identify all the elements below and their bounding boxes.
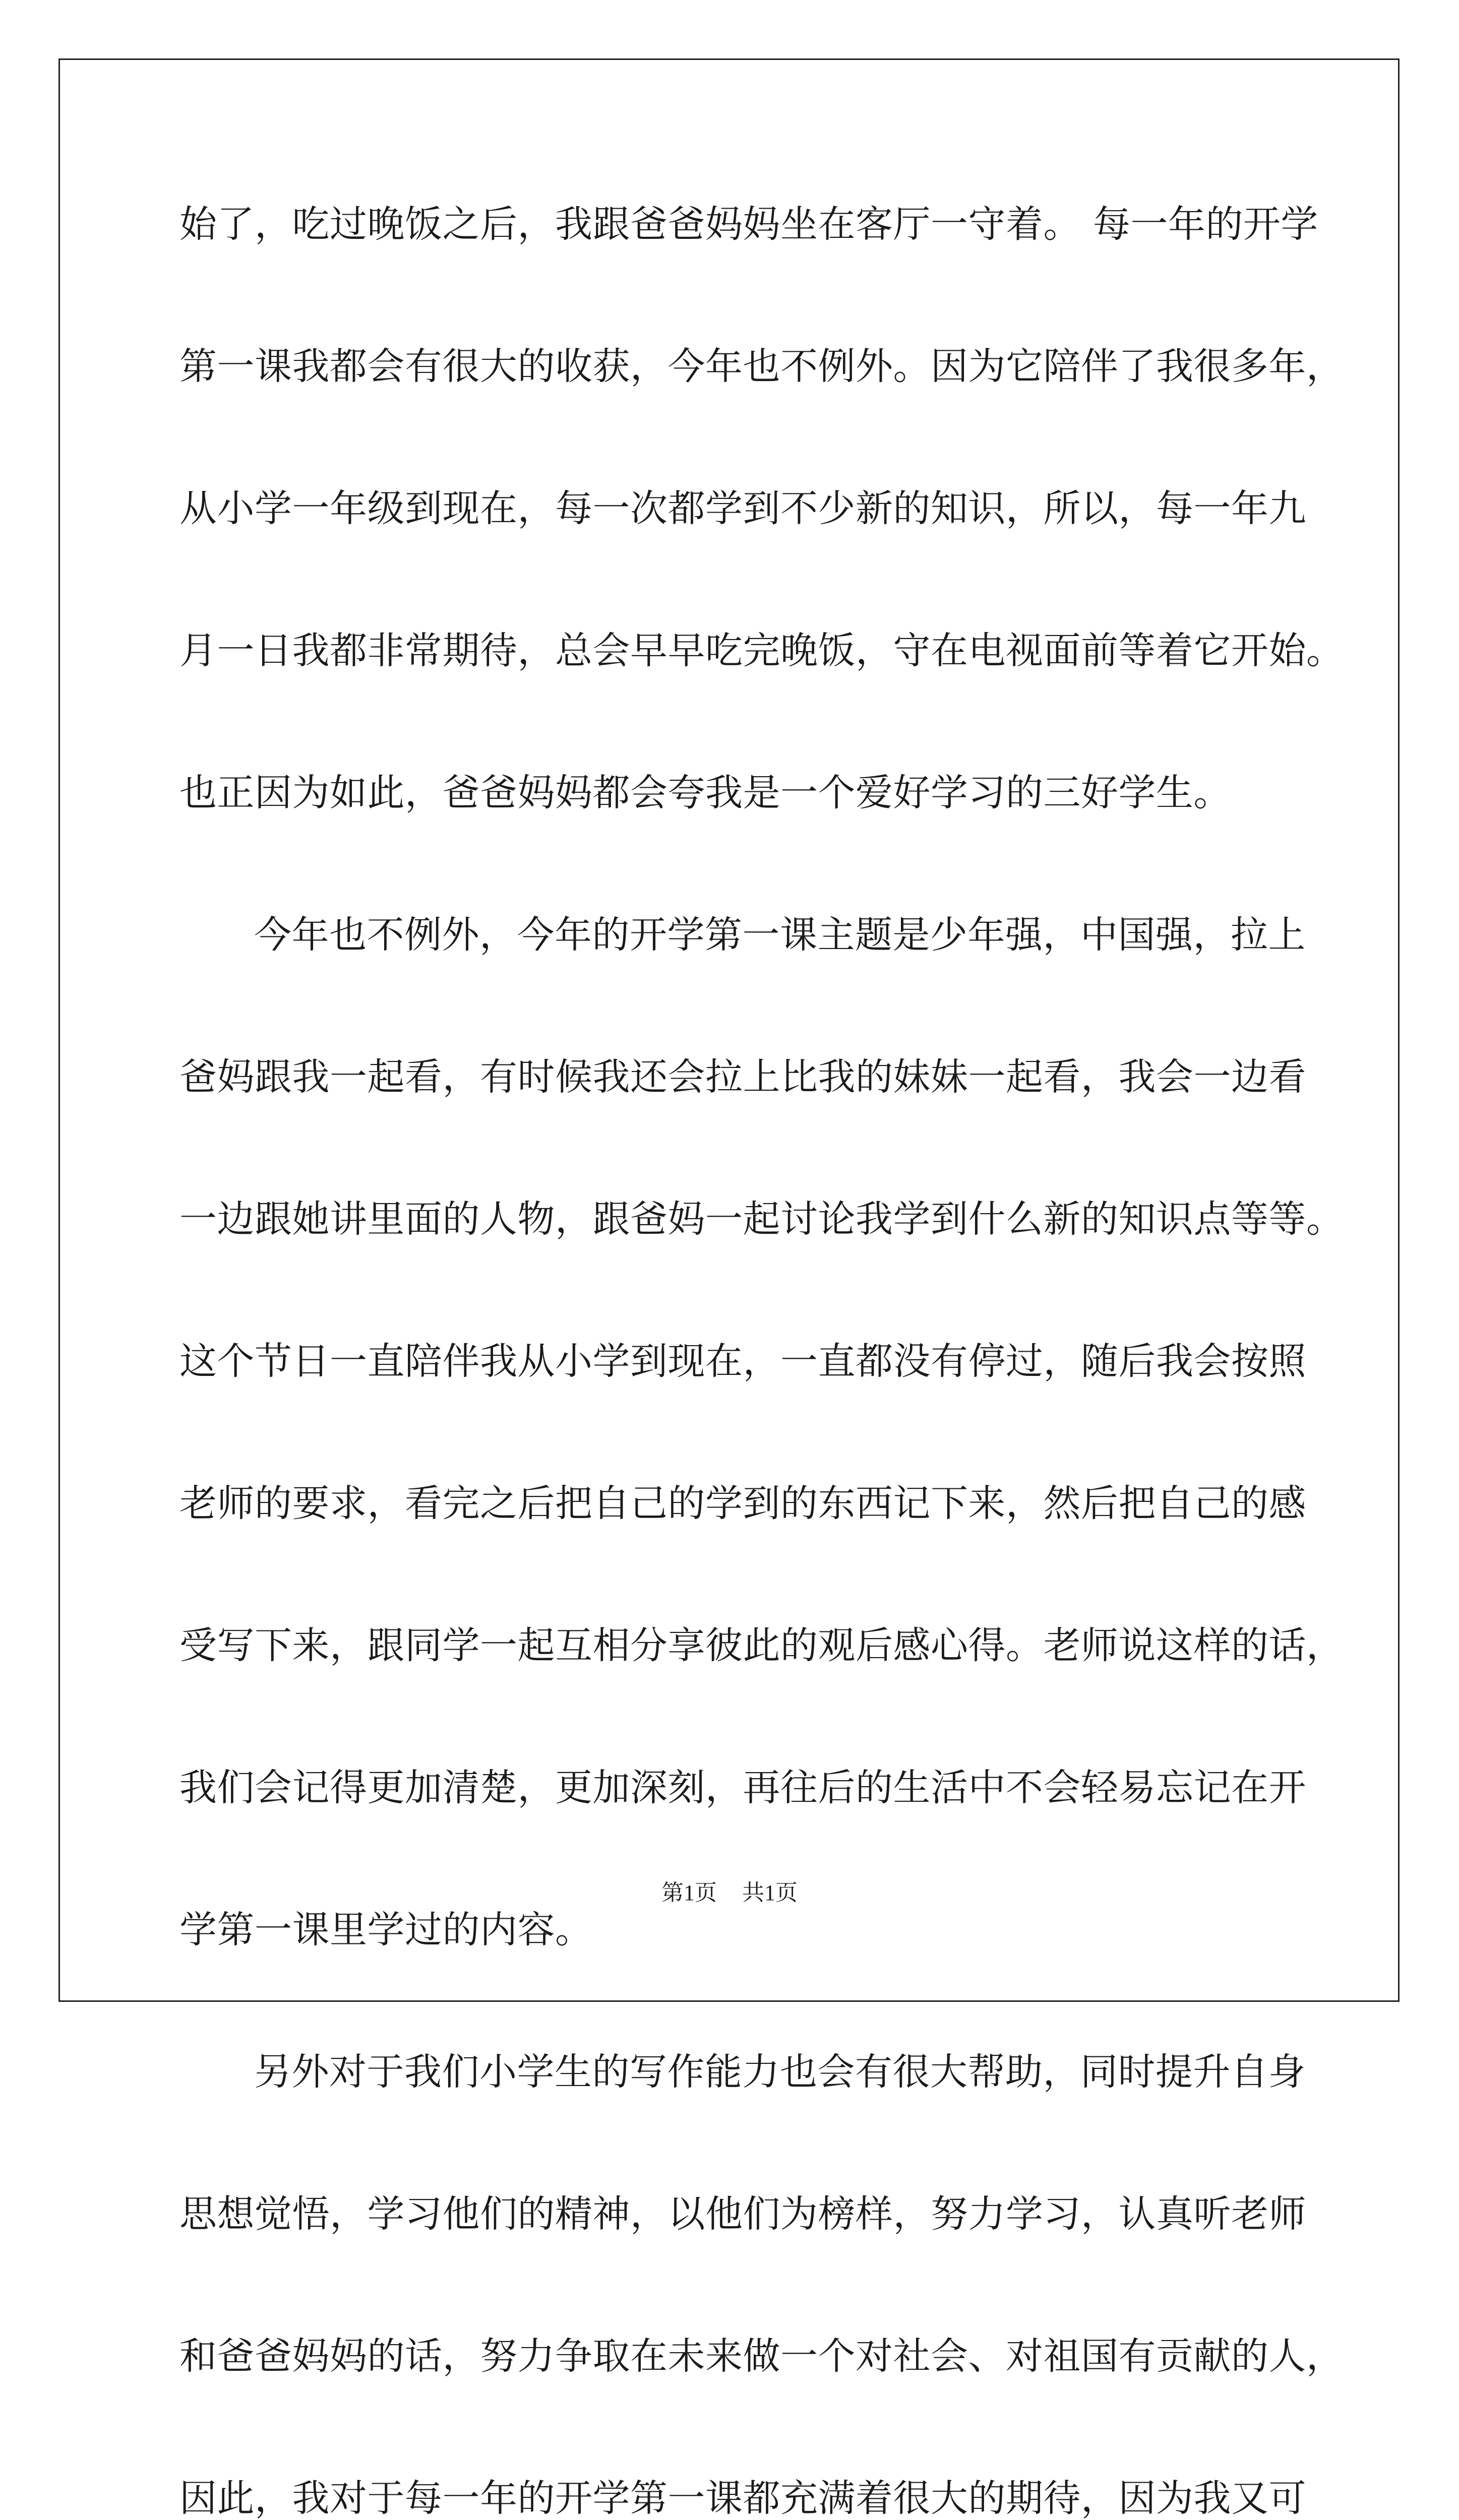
text-line: 老师的要求，看完之后把自己的学到的东西记下来，然后把自己的感 <box>179 1482 1306 1525</box>
paragraph-start-line: 另外对于我们小学生的写作能力也会有很大帮助，同时提升自身 <box>254 2050 1306 2094</box>
page-total: 共1页 <box>742 1880 798 1905</box>
paragraph-start-line: 今年也不例外，今年的开学第一课主题是少年强，中国强，拉上 <box>254 913 1306 957</box>
text-line: 一边跟她讲里面的人物，跟爸妈一起讨论我学到什么新的知识点等等。 <box>179 1198 1344 1241</box>
text-line: 因此，我对于每一年的开学第一课都充满着很大的期待，因为我又可 <box>179 2477 1306 2520</box>
text-line: 我们会记得更加清楚，更加深刻，再往后的生活中不会轻易忘记在开 <box>179 1766 1306 1809</box>
text-line: 月一日我都非常期待，总会早早吃完晚饭，守在电视面前等着它开始。 <box>179 629 1344 672</box>
text-line: 爸妈跟我一起看，有时候我还会拉上比我的妹妹一起看，我会一边看 <box>179 1055 1306 1099</box>
text-line: 也正因为如此，爸爸妈妈都会夸我是一个爱好学习的三好学生。 <box>179 771 1231 814</box>
text-line: 和爸爸妈妈的话，努力争取在未来做一个对社会、对祖国有贡献的人， <box>179 2335 1344 2378</box>
page-footer <box>0 1878 1459 1908</box>
page-number: 第1页 <box>661 1880 717 1905</box>
text-line: 这个节日一直陪伴我从小学到现在，一直都没有停过，随后我会按照 <box>179 1340 1306 1383</box>
text-line: 学第一课里学过的内容。 <box>179 1908 593 1951</box>
text-line: 第一课我都会有很大的收获，今年也不例外。因为它陪伴了我很多年， <box>179 345 1344 388</box>
text-line: 从小学一年级到现在，每一次都学到不少新的知识，所以，每一年九 <box>179 487 1306 530</box>
text-line: 受写下来，跟同学一起互相分享彼此的观后感心得。老师说这样的话， <box>179 1624 1344 1667</box>
text-line: 始了，吃过晚饭之后，我跟爸爸妈妈坐在客厅一守着。 每一年的开学 <box>179 203 1319 246</box>
document-body <box>179 192 1344 2520</box>
text-line: 思想觉悟，学习他们的精神，以他们为榜样，努力学习，认真听老师 <box>179 2192 1306 2236</box>
